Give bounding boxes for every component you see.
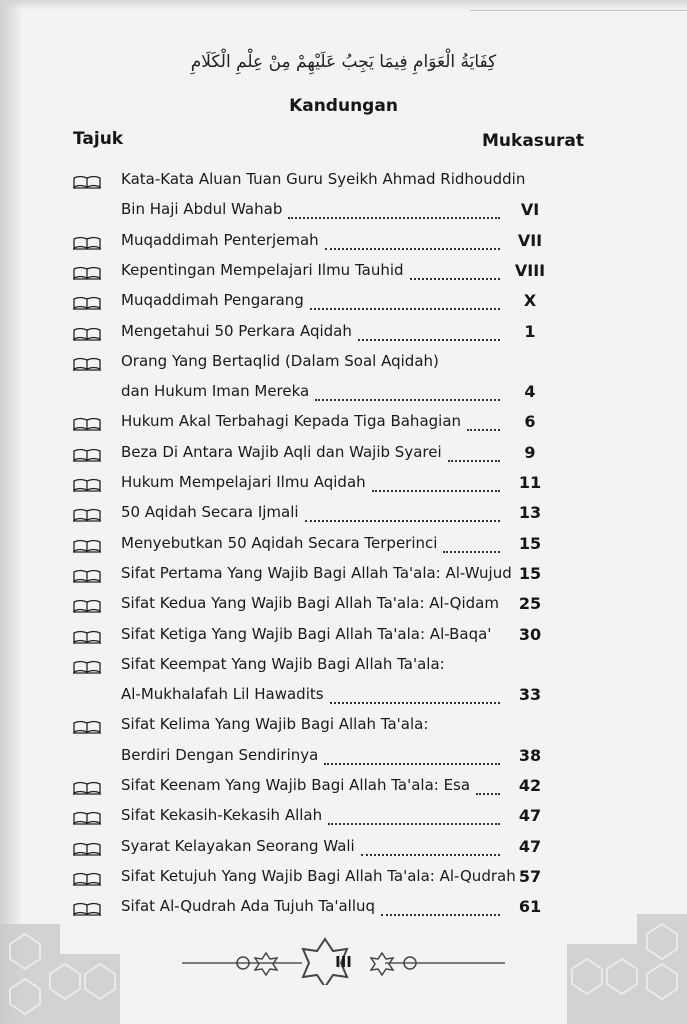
toc-entry [0, 802, 687, 832]
book-icon [73, 841, 101, 855]
book-icon [73, 265, 101, 279]
toc-entry-page: 42 [518, 776, 542, 795]
dot-leader [381, 902, 500, 916]
toc-entry [0, 560, 687, 590]
toc-entry-title: Sifat Kekasih-Kekasih Allah [121, 806, 323, 825]
book-icon [73, 719, 101, 733]
book-icon [73, 447, 101, 461]
book-icon [73, 356, 101, 370]
toc-entry-title-line2: Bin Haji Abdul Wahab [121, 200, 283, 219]
toc-entry [0, 590, 687, 620]
toc-entry-page: 30 [518, 624, 542, 644]
book-icon [73, 416, 101, 430]
toc-entry-page: 25 [518, 594, 542, 614]
book-icon [73, 598, 101, 612]
toc-entry-title: 50 Aqidah Secara Ijmali [121, 503, 299, 522]
toc-entry [0, 469, 687, 499]
toc-entry [0, 408, 687, 438]
toc-entry-title: Sifat Kelima Yang Wajib Bagi Allah Ta'ala: [121, 715, 429, 734]
column-header-title: Tajuk [73, 129, 124, 149]
toc-entry [0, 439, 687, 469]
arabic-book-title: كِفَايَةُ الْعَوَامِ فِيمَا يَجِبُ عَلَيْهِمْ مِنْ عِلْمِ الْكَلَامِ [190, 52, 497, 72]
toc-entry [0, 530, 687, 560]
dot-leader [328, 811, 500, 825]
toc-entry-title: Sifat Keenam Yang Wajib Bagi Allah Ta'ala: Esa [121, 776, 471, 794]
dot-leader [443, 539, 500, 553]
toc-entry [0, 833, 687, 863]
toc-entry [0, 318, 687, 348]
toc-entry-title: Hukum Mempelajari Ilmu Aqidah [121, 473, 366, 491]
toc-entry [0, 287, 687, 317]
book-icon [73, 326, 101, 340]
dot-leader [288, 205, 500, 219]
book-icon [73, 477, 101, 491]
book-icon [73, 659, 101, 673]
toc-entry-page: 15 [518, 533, 542, 553]
toc-entry-title: Kepentingan Mempelajari Ilmu Tauhid [121, 260, 404, 279]
toc-entry-title: Kata-Kata Aluan Tuan Guru Syeikh Ahmad Ridhouddin [121, 170, 526, 188]
toc-entry-title: Syarat Kelayakan Seorang Wali [121, 836, 355, 855]
toc-entry-title: Muqaddimah Penterjemah [121, 230, 319, 249]
dot-leader [358, 327, 500, 341]
book-icon [73, 568, 101, 582]
toc-entry-page: VII [517, 230, 543, 250]
toc-entry [0, 621, 687, 651]
toc-entry-title-line2: Al-Mukhalafah Lil Hawadits [121, 685, 324, 704]
toc-entry [0, 772, 687, 802]
toc-entry-page: 33 [518, 685, 542, 705]
toc-entry-title: Menyebutkan 50 Aqidah Secara Terperinci [121, 533, 438, 552]
dot-leader [325, 236, 500, 250]
toc-entry-title: Muqaddimah Pengarang [121, 291, 304, 310]
toc-entry-title: Orang Yang Bertaqlid (Dalam Soal Aqidah) [121, 351, 439, 370]
book-icon [73, 507, 101, 521]
toc-entry-page: 11 [518, 473, 542, 492]
toc-entry [0, 499, 687, 529]
toc-entry [0, 863, 687, 893]
toc-entry-page: X [523, 291, 537, 311]
toc-entry-continuation [0, 378, 687, 408]
toc-entry-page: 1 [524, 321, 536, 341]
toc-entry-title: Sifat Al-Qudrah Ada Tujuh Ta'alluq [121, 897, 376, 916]
toc-entry-page: 47 [518, 836, 542, 856]
toc-entry-title: Sifat Ketujuh Yang Wajib Bagi Allah Ta'ala: Al-Qudrah [121, 866, 516, 885]
toc-entry [0, 348, 687, 378]
book-icon [73, 295, 101, 309]
book-icon [73, 235, 101, 249]
book-icon [73, 629, 101, 643]
dot-leader [305, 508, 500, 522]
toc-entry [0, 711, 687, 741]
book-icon [73, 538, 101, 552]
toc-entry-continuation [0, 742, 687, 772]
dot-leader [372, 478, 500, 492]
toc-entry-title: Sifat Kedua Yang Wajib Bagi Allah Ta'ala: Al-Qidam [121, 594, 499, 613]
book-icon [73, 780, 101, 794]
toc-entry-page: VIII [514, 260, 546, 280]
page-title: Kandungan [289, 96, 398, 116]
toc-entry-page: 61 [518, 897, 542, 917]
toc-entry [0, 651, 687, 681]
toc-entry-page: VI [520, 200, 540, 220]
dot-leader [310, 296, 500, 310]
toc-entry [0, 893, 687, 923]
column-header-page: Mukasurat [482, 131, 584, 151]
dot-leader [315, 387, 500, 401]
book-icon [73, 174, 101, 188]
dot-leader [330, 690, 500, 704]
toc-entry-title: Sifat Ketiga Yang Wajib Bagi Allah Ta'ala: Al-Baqa' [121, 624, 492, 643]
dot-leader [448, 448, 500, 462]
page-number: III [335, 953, 352, 971]
toc-entry [0, 227, 687, 257]
toc-entry [0, 257, 687, 287]
toc-entry-page: 13 [518, 503, 542, 523]
toc-entry [0, 166, 687, 196]
page-footer [0, 935, 687, 985]
toc-entry-title-line2: Berdiri Dengan Sendirinya [121, 745, 319, 764]
page-shadow-top [0, 0, 687, 10]
dot-leader [324, 751, 500, 765]
toc-entry-title: Mengetahui 50 Perkara Aqidah [121, 321, 352, 340]
toc-entry-page: 38 [518, 745, 542, 765]
toc-entry-title: Sifat Keempat Yang Wajib Bagi Allah Ta'ala: [121, 654, 445, 673]
toc-entry-title: Hukum Akal Terbahagi Kepada Tiga Bahagian [121, 412, 462, 431]
book-icon [73, 871, 101, 885]
book-icon [73, 901, 101, 915]
dot-leader [467, 417, 500, 431]
toc-entry-continuation [0, 196, 687, 226]
toc-entry-page: 6 [524, 412, 536, 432]
top-rule [470, 10, 687, 11]
dot-leader [410, 266, 500, 280]
toc-entry-title-line2: dan Hukum Iman Mereka [121, 382, 310, 401]
book-icon [73, 810, 101, 824]
toc-entry-title: Sifat Pertama Yang Wajib Bagi Allah Ta'ala: Al-Wujud [121, 563, 512, 582]
toc-entry-page: 9 [524, 442, 536, 462]
toc-entry-page: 15 [518, 563, 542, 583]
toc-entry-continuation [0, 681, 687, 711]
dot-leader [361, 842, 500, 856]
toc-entry-page: 4 [524, 382, 536, 402]
toc-entry-page: 47 [518, 806, 542, 826]
toc-entry-page: 57 [518, 866, 542, 886]
dot-leader [476, 781, 500, 795]
toc-entry-title: Beza Di Antara Wajib Aqli dan Wajib Syarei [121, 442, 442, 461]
